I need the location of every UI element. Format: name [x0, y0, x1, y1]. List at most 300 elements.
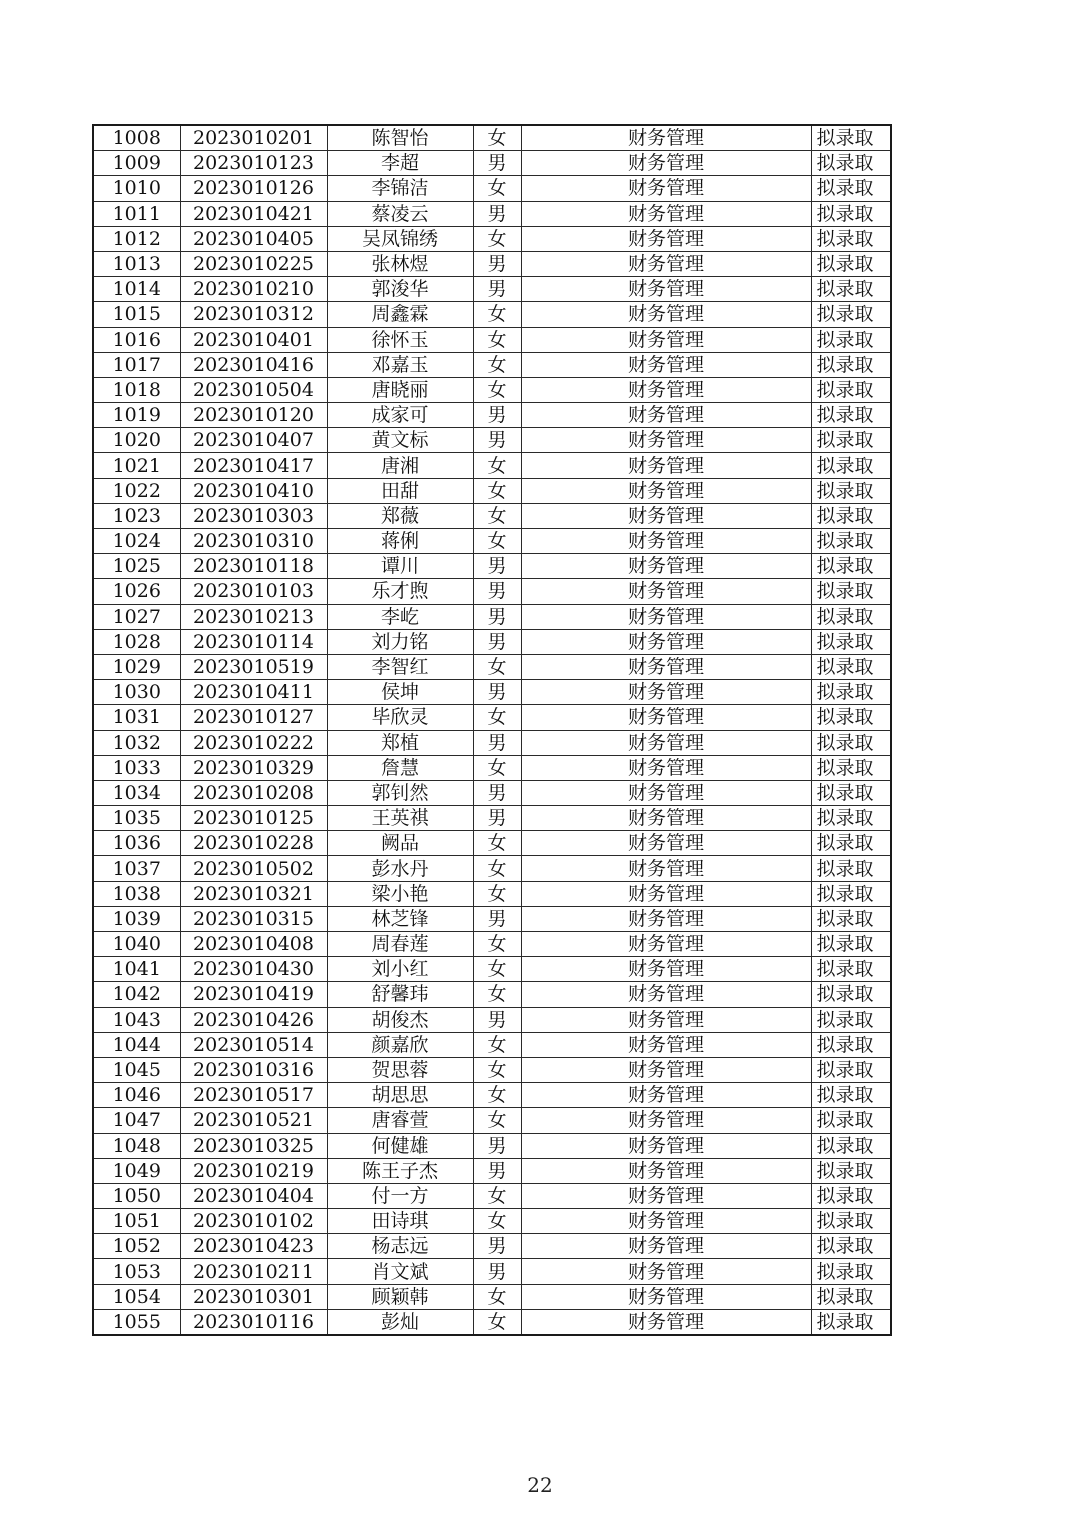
- cell-status: 拟录取: [811, 1083, 891, 1108]
- cell-sequence: 1036: [93, 831, 180, 856]
- cell-exam-id: 2023010118: [180, 554, 327, 579]
- cell-gender: 女: [473, 352, 521, 377]
- cell-gender: 男: [473, 906, 521, 931]
- cell-name: 王英祺: [327, 806, 473, 831]
- cell-gender: 女: [473, 377, 521, 402]
- cell-name: 唐睿萱: [327, 1108, 473, 1133]
- cell-status: 拟录取: [811, 327, 891, 352]
- cell-exam-id: 2023010401: [180, 327, 327, 352]
- table-row: [93, 1083, 891, 1108]
- cell-major: 财务管理: [521, 932, 811, 957]
- table-row: [93, 377, 891, 402]
- cell-major: 财务管理: [521, 302, 811, 327]
- cell-gender: 男: [473, 1133, 521, 1158]
- cell-name: 唐晓丽: [327, 377, 473, 402]
- cell-sequence: 1030: [93, 680, 180, 705]
- table-row: [93, 503, 891, 528]
- cell-major: 财务管理: [521, 1234, 811, 1259]
- cell-name: 邓嘉玉: [327, 352, 473, 377]
- table-row: [93, 1133, 891, 1158]
- cell-status: 拟录取: [811, 1108, 891, 1133]
- cell-gender: 男: [473, 1234, 521, 1259]
- cell-name: 张林煜: [327, 251, 473, 276]
- cell-name: 詹慧: [327, 755, 473, 780]
- table-row: [93, 403, 891, 428]
- cell-gender: 女: [473, 932, 521, 957]
- cell-name: 彭灿: [327, 1309, 473, 1335]
- table-row: [93, 730, 891, 755]
- cell-major: 财务管理: [521, 251, 811, 276]
- cell-exam-id: 2023010329: [180, 755, 327, 780]
- cell-gender: 女: [473, 453, 521, 478]
- cell-gender: 男: [473, 1158, 521, 1183]
- cell-name: 郭钊然: [327, 780, 473, 805]
- table-row: [93, 428, 891, 453]
- cell-sequence: 1023: [93, 503, 180, 528]
- cell-name: 陈智怡: [327, 125, 473, 151]
- table-row: [93, 654, 891, 679]
- cell-status: 拟录取: [811, 982, 891, 1007]
- cell-exam-id: 2023010210: [180, 277, 327, 302]
- cell-major: 财务管理: [521, 856, 811, 881]
- table-row: [93, 932, 891, 957]
- cell-name: 谭川: [327, 554, 473, 579]
- cell-status: 拟录取: [811, 302, 891, 327]
- table-row: [93, 1032, 891, 1057]
- cell-sequence: 1044: [93, 1032, 180, 1057]
- cell-name: 郭浚华: [327, 277, 473, 302]
- table-row: [93, 982, 891, 1007]
- table-row: [93, 604, 891, 629]
- roster-body: [93, 125, 891, 1335]
- cell-gender: 女: [473, 226, 521, 251]
- cell-status: 拟录取: [811, 251, 891, 276]
- cell-status: 拟录取: [811, 680, 891, 705]
- table-row: [93, 957, 891, 982]
- cell-exam-id: 2023010521: [180, 1108, 327, 1133]
- cell-major: 财务管理: [521, 730, 811, 755]
- cell-major: 财务管理: [521, 1032, 811, 1057]
- cell-gender: 女: [473, 125, 521, 151]
- cell-sequence: 1047: [93, 1108, 180, 1133]
- cell-exam-id: 2023010405: [180, 226, 327, 251]
- cell-major: 财务管理: [521, 554, 811, 579]
- cell-exam-id: 2023010416: [180, 352, 327, 377]
- table-row: [93, 125, 891, 151]
- cell-sequence: 1045: [93, 1057, 180, 1082]
- cell-exam-id: 2023010519: [180, 654, 327, 679]
- cell-sequence: 1054: [93, 1284, 180, 1309]
- cell-status: 拟录取: [811, 176, 891, 201]
- cell-sequence: 1042: [93, 982, 180, 1007]
- cell-gender: 女: [473, 1032, 521, 1057]
- cell-gender: 女: [473, 705, 521, 730]
- cell-status: 拟录取: [811, 881, 891, 906]
- cell-status: 拟录取: [811, 932, 891, 957]
- cell-sequence: 1011: [93, 201, 180, 226]
- cell-major: 财务管理: [521, 705, 811, 730]
- table-row: [93, 1234, 891, 1259]
- cell-name: 周鑫霖: [327, 302, 473, 327]
- table-row: [93, 881, 891, 906]
- cell-name: 成家可: [327, 403, 473, 428]
- cell-name: 刘力铭: [327, 629, 473, 654]
- cell-name: 周春莲: [327, 932, 473, 957]
- cell-sequence: 1013: [93, 251, 180, 276]
- cell-major: 财务管理: [521, 327, 811, 352]
- table-row: [93, 856, 891, 881]
- cell-name: 顾颖韩: [327, 1284, 473, 1309]
- table-row: [93, 176, 891, 201]
- cell-sequence: 1052: [93, 1234, 180, 1259]
- cell-status: 拟录取: [811, 1209, 891, 1234]
- cell-name: 阙品: [327, 831, 473, 856]
- cell-major: 财务管理: [521, 503, 811, 528]
- cell-exam-id: 2023010120: [180, 403, 327, 428]
- cell-status: 拟录取: [811, 705, 891, 730]
- cell-gender: 男: [473, 680, 521, 705]
- cell-sequence: 1008: [93, 125, 180, 151]
- cell-gender: 女: [473, 856, 521, 881]
- cell-major: 财务管理: [521, 831, 811, 856]
- cell-name: 杨志远: [327, 1234, 473, 1259]
- cell-exam-id: 2023010102: [180, 1209, 327, 1234]
- cell-gender: 女: [473, 478, 521, 503]
- table-row: [93, 554, 891, 579]
- cell-exam-id: 2023010219: [180, 1158, 327, 1183]
- cell-name: 徐怀玉: [327, 327, 473, 352]
- cell-exam-id: 2023010316: [180, 1057, 327, 1082]
- cell-name: 郑薇: [327, 503, 473, 528]
- cell-status: 拟录取: [811, 806, 891, 831]
- cell-status: 拟录取: [811, 654, 891, 679]
- cell-major: 财务管理: [521, 1259, 811, 1284]
- cell-gender: 男: [473, 1259, 521, 1284]
- table-row: [93, 1007, 891, 1032]
- cell-major: 财务管理: [521, 1284, 811, 1309]
- cell-name: 颜嘉欣: [327, 1032, 473, 1057]
- cell-sequence: 1029: [93, 654, 180, 679]
- cell-exam-id: 2023010517: [180, 1083, 327, 1108]
- cell-exam-id: 2023010310: [180, 529, 327, 554]
- cell-gender: 女: [473, 654, 521, 679]
- cell-sequence: 1041: [93, 957, 180, 982]
- cell-exam-id: 2023010514: [180, 1032, 327, 1057]
- cell-major: 财务管理: [521, 806, 811, 831]
- cell-gender: 男: [473, 579, 521, 604]
- cell-status: 拟录取: [811, 352, 891, 377]
- cell-sequence: 1048: [93, 1133, 180, 1158]
- table-row: [93, 327, 891, 352]
- cell-major: 财务管理: [521, 529, 811, 554]
- table-row: [93, 1284, 891, 1309]
- cell-sequence: 1012: [93, 226, 180, 251]
- table-row: [93, 831, 891, 856]
- cell-name: 何健雄: [327, 1133, 473, 1158]
- cell-major: 财务管理: [521, 478, 811, 503]
- cell-gender: 女: [473, 302, 521, 327]
- cell-gender: 女: [473, 1309, 521, 1335]
- cell-major: 财务管理: [521, 982, 811, 1007]
- cell-status: 拟录取: [811, 780, 891, 805]
- cell-gender: 男: [473, 428, 521, 453]
- cell-major: 财务管理: [521, 1209, 811, 1234]
- table-row: [93, 478, 891, 503]
- cell-major: 财务管理: [521, 780, 811, 805]
- cell-status: 拟录取: [811, 201, 891, 226]
- cell-gender: 男: [473, 1007, 521, 1032]
- cell-sequence: 1026: [93, 579, 180, 604]
- cell-major: 财务管理: [521, 1309, 811, 1335]
- cell-exam-id: 2023010502: [180, 856, 327, 881]
- cell-status: 拟录取: [811, 151, 891, 176]
- cell-name: 李超: [327, 151, 473, 176]
- cell-exam-id: 2023010201: [180, 125, 327, 151]
- cell-sequence: 1055: [93, 1309, 180, 1335]
- cell-gender: 女: [473, 1209, 521, 1234]
- cell-gender: 男: [473, 201, 521, 226]
- cell-exam-id: 2023010407: [180, 428, 327, 453]
- cell-name: 付一方: [327, 1183, 473, 1208]
- cell-exam-id: 2023010213: [180, 604, 327, 629]
- cell-name: 侯坤: [327, 680, 473, 705]
- cell-status: 拟录取: [811, 428, 891, 453]
- cell-sequence: 1016: [93, 327, 180, 352]
- cell-status: 拟录取: [811, 730, 891, 755]
- cell-major: 财务管理: [521, 277, 811, 302]
- cell-name: 田甜: [327, 478, 473, 503]
- cell-gender: 男: [473, 629, 521, 654]
- cell-sequence: 1010: [93, 176, 180, 201]
- cell-major: 财务管理: [521, 1057, 811, 1082]
- cell-name: 梁小艳: [327, 881, 473, 906]
- cell-name: 彭水丹: [327, 856, 473, 881]
- cell-exam-id: 2023010315: [180, 906, 327, 931]
- cell-gender: 男: [473, 251, 521, 276]
- cell-sequence: 1028: [93, 629, 180, 654]
- cell-status: 拟录取: [811, 856, 891, 881]
- cell-status: 拟录取: [811, 226, 891, 251]
- cell-gender: 男: [473, 730, 521, 755]
- cell-major: 财务管理: [521, 403, 811, 428]
- cell-name: 唐湘: [327, 453, 473, 478]
- cell-gender: 男: [473, 780, 521, 805]
- cell-major: 财务管理: [521, 957, 811, 982]
- cell-status: 拟录取: [811, 1158, 891, 1183]
- cell-gender: 女: [473, 1108, 521, 1133]
- cell-status: 拟录取: [811, 277, 891, 302]
- cell-major: 财务管理: [521, 428, 811, 453]
- cell-sequence: 1043: [93, 1007, 180, 1032]
- cell-name: 蒋俐: [327, 529, 473, 554]
- cell-major: 财务管理: [521, 881, 811, 906]
- cell-major: 财务管理: [521, 1133, 811, 1158]
- table-row: [93, 151, 891, 176]
- table-row: [93, 251, 891, 276]
- cell-major: 财务管理: [521, 654, 811, 679]
- cell-exam-id: 2023010208: [180, 780, 327, 805]
- table-row: [93, 629, 891, 654]
- cell-major: 财务管理: [521, 1083, 811, 1108]
- cell-gender: 女: [473, 327, 521, 352]
- cell-major: 财务管理: [521, 151, 811, 176]
- cell-sequence: 1015: [93, 302, 180, 327]
- cell-status: 拟录取: [811, 1133, 891, 1158]
- cell-exam-id: 2023010225: [180, 251, 327, 276]
- cell-major: 财务管理: [521, 755, 811, 780]
- cell-sequence: 1014: [93, 277, 180, 302]
- cell-status: 拟录取: [811, 1234, 891, 1259]
- cell-major: 财务管理: [521, 453, 811, 478]
- cell-status: 拟录取: [811, 906, 891, 931]
- cell-exam-id: 2023010103: [180, 579, 327, 604]
- cell-gender: 男: [473, 554, 521, 579]
- cell-name: 胡思思: [327, 1083, 473, 1108]
- cell-gender: 女: [473, 1057, 521, 1082]
- cell-sequence: 1017: [93, 352, 180, 377]
- cell-status: 拟录取: [811, 478, 891, 503]
- table-row: [93, 1209, 891, 1234]
- cell-exam-id: 2023010404: [180, 1183, 327, 1208]
- table-row: [93, 1259, 891, 1284]
- cell-major: 财务管理: [521, 1108, 811, 1133]
- cell-status: 拟录取: [811, 554, 891, 579]
- cell-gender: 男: [473, 604, 521, 629]
- cell-gender: 女: [473, 1183, 521, 1208]
- cell-name: 林芝锋: [327, 906, 473, 931]
- cell-sequence: 1050: [93, 1183, 180, 1208]
- cell-gender: 男: [473, 806, 521, 831]
- cell-exam-id: 2023010123: [180, 151, 327, 176]
- cell-exam-id: 2023010423: [180, 1234, 327, 1259]
- cell-sequence: 1031: [93, 705, 180, 730]
- cell-gender: 女: [473, 1083, 521, 1108]
- cell-sequence: 1022: [93, 478, 180, 503]
- cell-gender: 女: [473, 831, 521, 856]
- cell-gender: 女: [473, 176, 521, 201]
- cell-major: 财务管理: [521, 579, 811, 604]
- cell-name: 舒馨玮: [327, 982, 473, 1007]
- cell-status: 拟录取: [811, 1057, 891, 1082]
- cell-gender: 女: [473, 1284, 521, 1309]
- cell-name: 黄文标: [327, 428, 473, 453]
- cell-status: 拟录取: [811, 1309, 891, 1335]
- cell-name: 田诗琪: [327, 1209, 473, 1234]
- cell-exam-id: 2023010114: [180, 629, 327, 654]
- cell-sequence: 1009: [93, 151, 180, 176]
- table-row: [93, 705, 891, 730]
- cell-name: 毕欣灵: [327, 705, 473, 730]
- table-row: [93, 302, 891, 327]
- table-row: [93, 529, 891, 554]
- cell-exam-id: 2023010504: [180, 377, 327, 402]
- cell-sequence: 1051: [93, 1209, 180, 1234]
- table-row: [93, 352, 891, 377]
- cell-sequence: 1053: [93, 1259, 180, 1284]
- cell-status: 拟录取: [811, 629, 891, 654]
- table-row: [93, 1057, 891, 1082]
- cell-sequence: 1019: [93, 403, 180, 428]
- cell-name: 贺思蓉: [327, 1057, 473, 1082]
- cell-exam-id: 2023010127: [180, 705, 327, 730]
- cell-exam-id: 2023010228: [180, 831, 327, 856]
- cell-status: 拟录取: [811, 604, 891, 629]
- cell-name: 胡俊杰: [327, 1007, 473, 1032]
- cell-sequence: 1034: [93, 780, 180, 805]
- cell-status: 拟录取: [811, 125, 891, 151]
- cell-exam-id: 2023010126: [180, 176, 327, 201]
- cell-sequence: 1039: [93, 906, 180, 931]
- cell-major: 财务管理: [521, 906, 811, 931]
- cell-major: 财务管理: [521, 1183, 811, 1208]
- cell-major: 财务管理: [521, 680, 811, 705]
- cell-sequence: 1037: [93, 856, 180, 881]
- cell-status: 拟录取: [811, 1007, 891, 1032]
- cell-exam-id: 2023010411: [180, 680, 327, 705]
- cell-gender: 女: [473, 881, 521, 906]
- table-row: [93, 780, 891, 805]
- cell-name: 郑植: [327, 730, 473, 755]
- cell-sequence: 1046: [93, 1083, 180, 1108]
- cell-gender: 女: [473, 529, 521, 554]
- cell-exam-id: 2023010222: [180, 730, 327, 755]
- cell-sequence: 1021: [93, 453, 180, 478]
- cell-sequence: 1027: [93, 604, 180, 629]
- cell-major: 财务管理: [521, 1007, 811, 1032]
- cell-exam-id: 2023010312: [180, 302, 327, 327]
- cell-name: 刘小红: [327, 957, 473, 982]
- cell-name: 李锦洁: [327, 176, 473, 201]
- cell-major: 财务管理: [521, 377, 811, 402]
- table-row: [93, 806, 891, 831]
- table-row: [93, 226, 891, 251]
- cell-major: 财务管理: [521, 226, 811, 251]
- cell-sequence: 1038: [93, 881, 180, 906]
- cell-sequence: 1033: [93, 755, 180, 780]
- table-row: [93, 277, 891, 302]
- cell-status: 拟录取: [811, 957, 891, 982]
- cell-major: 财务管理: [521, 201, 811, 226]
- cell-exam-id: 2023010421: [180, 201, 327, 226]
- cell-major: 财务管理: [521, 125, 811, 151]
- cell-major: 财务管理: [521, 176, 811, 201]
- cell-gender: 女: [473, 957, 521, 982]
- cell-name: 陈王子杰: [327, 1158, 473, 1183]
- table-row: [93, 906, 891, 931]
- cell-status: 拟录取: [811, 377, 891, 402]
- cell-name: 吴凤锦绣: [327, 226, 473, 251]
- cell-exam-id: 2023010211: [180, 1259, 327, 1284]
- table-row: [93, 1309, 891, 1335]
- cell-status: 拟录取: [811, 579, 891, 604]
- cell-status: 拟录取: [811, 831, 891, 856]
- cell-status: 拟录取: [811, 1032, 891, 1057]
- admission-roster-table: [92, 124, 892, 1336]
- cell-sequence: 1049: [93, 1158, 180, 1183]
- cell-major: 财务管理: [521, 1158, 811, 1183]
- cell-gender: 女: [473, 982, 521, 1007]
- table-row: [93, 579, 891, 604]
- cell-status: 拟录取: [811, 1259, 891, 1284]
- cell-gender: 女: [473, 755, 521, 780]
- cell-exam-id: 2023010419: [180, 982, 327, 1007]
- cell-name: 肖文斌: [327, 1259, 473, 1284]
- cell-status: 拟录取: [811, 503, 891, 528]
- cell-exam-id: 2023010408: [180, 932, 327, 957]
- table-row: [93, 1158, 891, 1183]
- cell-name: 乐才煦: [327, 579, 473, 604]
- cell-exam-id: 2023010410: [180, 478, 327, 503]
